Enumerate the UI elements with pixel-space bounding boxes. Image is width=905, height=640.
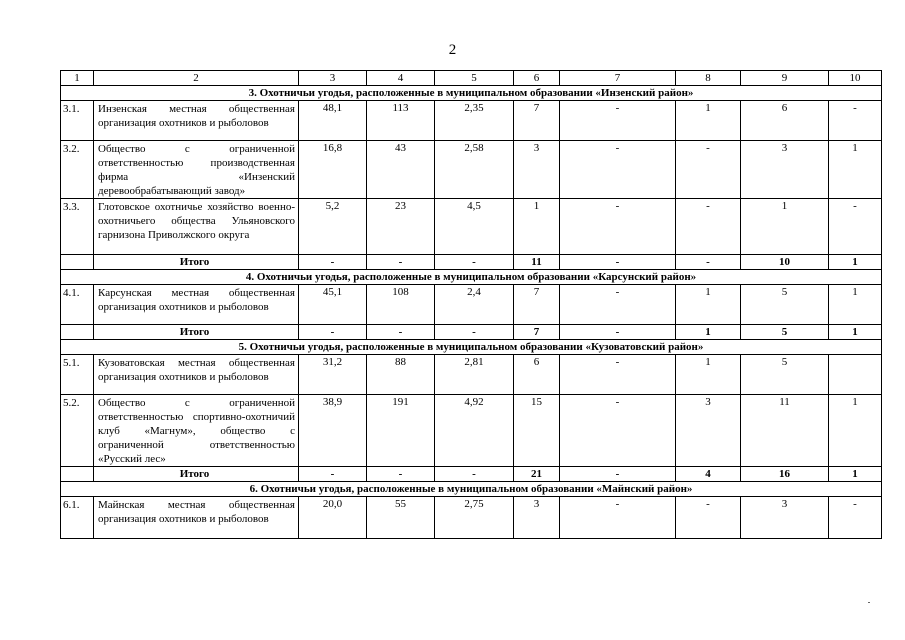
total-value-cell: - xyxy=(299,467,367,482)
total-value-cell: 21 xyxy=(514,467,560,482)
value-cell: 45,1 xyxy=(299,285,367,325)
table-row xyxy=(61,199,882,255)
total-value-cell: - xyxy=(560,325,676,340)
organization-name: Карсунская местная общественная организация охотников и рыболовов xyxy=(94,285,299,325)
value-cell: - xyxy=(560,141,676,199)
total-value-cell: 11 xyxy=(514,255,560,270)
section-title: 6. Охотничьи угодья, расположенные в муниципальном образовании «Майнский район» xyxy=(61,482,882,497)
value-cell: 23 xyxy=(367,199,435,255)
value-cell: 15 xyxy=(514,395,560,467)
total-row xyxy=(61,467,882,482)
value-cell: 4,92 xyxy=(435,395,514,467)
value-cell: 38,9 xyxy=(299,395,367,467)
value-cell: - xyxy=(560,199,676,255)
value-cell: 5,2 xyxy=(299,199,367,255)
total-row xyxy=(61,325,882,340)
value-cell: 191 xyxy=(367,395,435,467)
total-value-cell: - xyxy=(367,325,435,340)
row-index: 3.1. xyxy=(61,101,94,141)
table-row xyxy=(61,141,882,199)
section-header-row xyxy=(61,86,882,101)
total-value-cell: - xyxy=(299,325,367,340)
column-number-row xyxy=(61,71,882,86)
table-row xyxy=(61,497,882,539)
total-value-cell: - xyxy=(367,467,435,482)
value-cell: 88 xyxy=(367,355,435,395)
value-cell: - xyxy=(560,355,676,395)
value-cell: 1 xyxy=(829,141,882,199)
value-cell: 20,0 xyxy=(299,497,367,539)
total-value-cell: 1 xyxy=(829,325,882,340)
section-header-row xyxy=(61,270,882,285)
value-cell: 3 xyxy=(514,141,560,199)
value-cell: 11 xyxy=(741,395,829,467)
value-cell: 4,5 xyxy=(435,199,514,255)
row-index: 3.2. xyxy=(61,141,94,199)
total-row xyxy=(61,255,882,270)
value-cell: - xyxy=(829,199,882,255)
column-number: 7 xyxy=(560,71,676,86)
value-cell: - xyxy=(560,497,676,539)
total-value-cell: - xyxy=(435,255,514,270)
column-number: 3 xyxy=(299,71,367,86)
value-cell: 7 xyxy=(514,101,560,141)
section-title: 3. Охотничьи угодья, расположенные в муниципальном образовании «Инзенский район» xyxy=(61,86,882,101)
total-label: Итого xyxy=(94,467,299,482)
row-index: 5.1. xyxy=(61,355,94,395)
column-number: 10 xyxy=(829,71,882,86)
hunting-grounds-table xyxy=(60,70,882,539)
value-cell: 43 xyxy=(367,141,435,199)
value-cell xyxy=(829,355,882,395)
value-cell: 108 xyxy=(367,285,435,325)
section-title: 5. Охотничьи угодья, расположенные в муниципальном образовании «Кузоватовский район» xyxy=(61,340,882,355)
total-label: Итого xyxy=(94,255,299,270)
total-value-cell: 1 xyxy=(829,255,882,270)
value-cell: 16,8 xyxy=(299,141,367,199)
total-value-cell: 16 xyxy=(741,467,829,482)
value-cell: 2,35 xyxy=(435,101,514,141)
value-cell: 55 xyxy=(367,497,435,539)
table-row xyxy=(61,395,882,467)
value-cell: 3 xyxy=(741,141,829,199)
total-value-cell: 1 xyxy=(829,467,882,482)
row-index: 6.1. xyxy=(61,497,94,539)
column-number: 1 xyxy=(61,71,94,86)
total-value-cell: - xyxy=(435,325,514,340)
value-cell: 3 xyxy=(514,497,560,539)
value-cell: - xyxy=(560,395,676,467)
value-cell: 5 xyxy=(741,285,829,325)
value-cell: 31,2 xyxy=(299,355,367,395)
value-cell: - xyxy=(560,101,676,141)
value-cell: 1 xyxy=(676,285,741,325)
total-value-cell: - xyxy=(299,255,367,270)
value-cell: 48,1 xyxy=(299,101,367,141)
value-cell: - xyxy=(676,497,741,539)
column-number: 9 xyxy=(741,71,829,86)
value-cell: 1 xyxy=(829,395,882,467)
organization-name: Майнская местная общественная организация охотников и рыболовов xyxy=(94,497,299,539)
total-value-cell: - xyxy=(435,467,514,482)
value-cell: 1 xyxy=(741,199,829,255)
row-index: 3.3. xyxy=(61,199,94,255)
value-cell: 3 xyxy=(676,395,741,467)
value-cell: 2,4 xyxy=(435,285,514,325)
value-cell: 1 xyxy=(676,355,741,395)
total-value-cell: - xyxy=(367,255,435,270)
value-cell: - xyxy=(829,101,882,141)
total-value-cell: 7 xyxy=(514,325,560,340)
value-cell: 2,58 xyxy=(435,141,514,199)
section-title: 4. Охотничьи угодья, расположенные в муниципальном образовании «Карсунский район» xyxy=(61,270,882,285)
value-cell: 1 xyxy=(676,101,741,141)
empty-index-cell xyxy=(61,325,94,340)
row-index: 4.1. xyxy=(61,285,94,325)
column-number: 6 xyxy=(514,71,560,86)
value-cell: 1 xyxy=(829,285,882,325)
total-label: Итого xyxy=(94,325,299,340)
organization-name: Инзенская местная общественная организация охотников и рыболовов xyxy=(94,101,299,141)
empty-index-cell xyxy=(61,255,94,270)
value-cell: 7 xyxy=(514,285,560,325)
value-cell: 6 xyxy=(741,101,829,141)
value-cell: 2,81 xyxy=(435,355,514,395)
total-value-cell: 5 xyxy=(741,325,829,340)
value-cell: - xyxy=(676,199,741,255)
scan-speck xyxy=(868,602,870,603)
organization-name: Глотовское охотничье хозяйство военно-охотничьего общества Ульяновского гарнизона Приволжского округа xyxy=(94,199,299,255)
value-cell: - xyxy=(829,497,882,539)
value-cell: 2,75 xyxy=(435,497,514,539)
value-cell: - xyxy=(560,285,676,325)
section-header-row xyxy=(61,340,882,355)
total-value-cell: 1 xyxy=(676,325,741,340)
value-cell: 5 xyxy=(741,355,829,395)
total-value-cell: - xyxy=(560,255,676,270)
column-number: 2 xyxy=(94,71,299,86)
organization-name: Кузоватовская местная общественная организация охотников и рыболовов xyxy=(94,355,299,395)
column-number: 4 xyxy=(367,71,435,86)
total-value-cell: 4 xyxy=(676,467,741,482)
table-row xyxy=(61,285,882,325)
value-cell: 3 xyxy=(741,497,829,539)
row-index: 5.2. xyxy=(61,395,94,467)
column-number: 5 xyxy=(435,71,514,86)
section-header-row xyxy=(61,482,882,497)
table-row xyxy=(61,355,882,395)
value-cell: 1 xyxy=(514,199,560,255)
table-row xyxy=(61,101,882,141)
value-cell: 113 xyxy=(367,101,435,141)
column-number: 8 xyxy=(676,71,741,86)
value-cell: - xyxy=(676,141,741,199)
empty-index-cell xyxy=(61,467,94,482)
total-value-cell: - xyxy=(676,255,741,270)
total-value-cell: - xyxy=(560,467,676,482)
value-cell: 6 xyxy=(514,355,560,395)
organization-name: Общество с ограниченной ответственностью производственная фирма «Инзенский деревообрабатывающий завод» xyxy=(94,141,299,199)
organization-name: Общество с ограниченной ответственностью спортивно-охотничий клуб «Магнум», общество с ограниченной ответственностью «Русский лес» xyxy=(94,395,299,467)
total-value-cell: 10 xyxy=(741,255,829,270)
page-number: 2 xyxy=(448,42,457,58)
